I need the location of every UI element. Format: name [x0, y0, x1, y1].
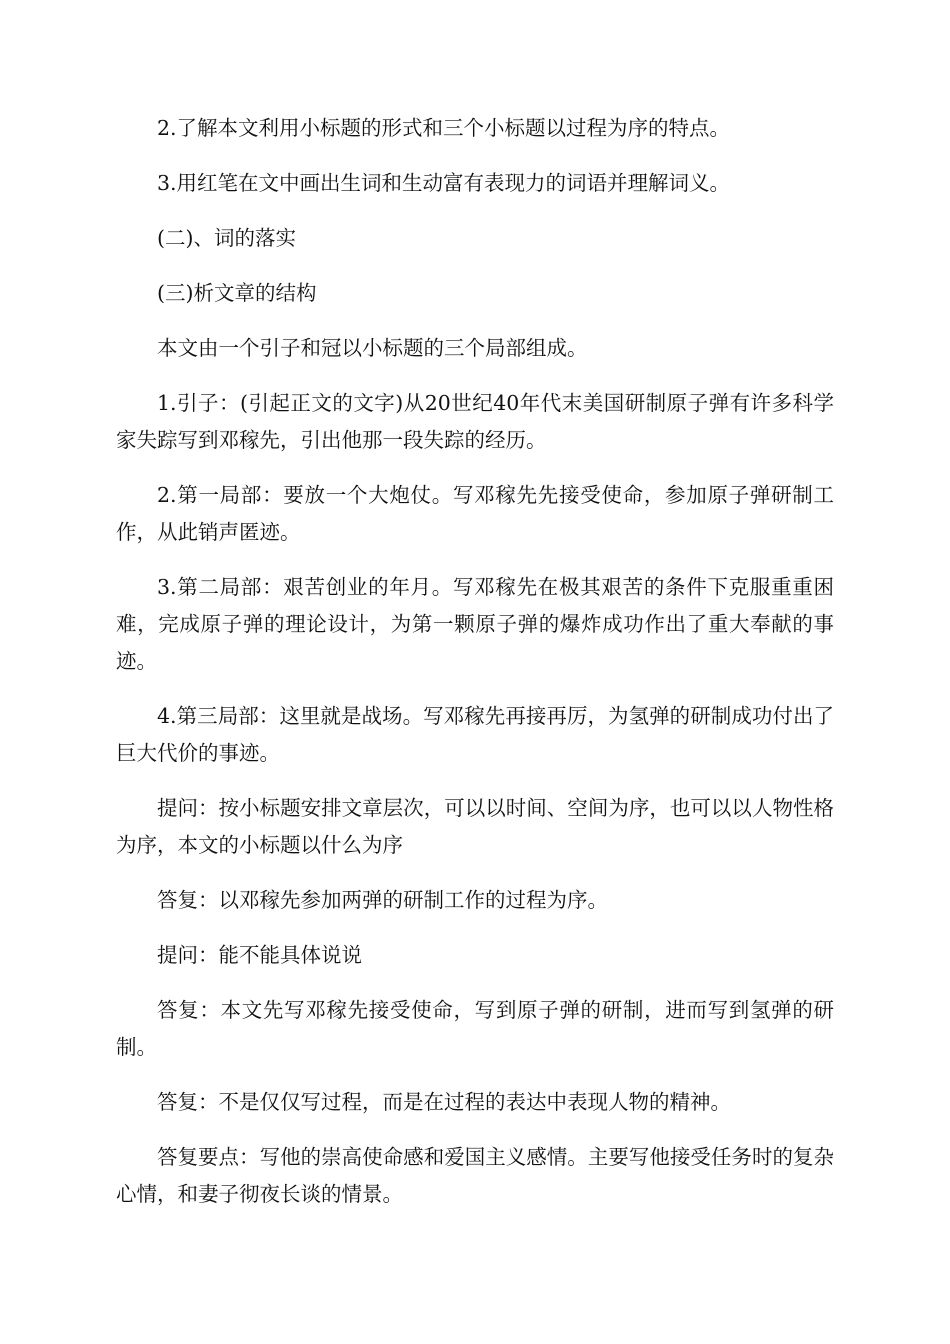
paragraph-answer-key-points: 答复要点：写他的崇高使命感和爱国主义感情。主要写他接受任务时的复杂心情，和妻子彻夜长谈的情景。	[116, 1145, 834, 1206]
paragraph-answer-1: 答复：以邓稼先参加两弹的研制工作的过程为序。	[157, 888, 608, 912]
paragraph-objective-2: 2.了解本文利用小标题的形式和三个小标题以过程为序的特点。	[157, 116, 731, 140]
paragraph-part-3: 4.第三局部：这里就是战场。写邓稼先再接再厉，为氢弹的研制成功付出了巨大代价的事迹。	[116, 704, 834, 765]
section-heading-words: (二)、词的落实	[157, 226, 296, 250]
paragraph-answer-3: 答复：不是仅仅写过程，而是在过程的表达中表现人物的精神。	[157, 1090, 731, 1114]
paragraph-answer-2: 答复：本文先写邓稼先接受使命，写到原子弹的研制，进而写到氢弹的研制。	[116, 998, 834, 1059]
paragraph-part-intro: 1.引子：(引起正文的文字)从20世纪40年代末美国研制原子弹有许多科学家失踪写到邓稼先，引出他那一段失踪的经历。	[116, 391, 834, 452]
section-heading-structure: (三)析文章的结构	[157, 281, 317, 305]
paragraph-question-1: 提问：按小标题安排文章层次，可以以时间、空间为序，也可以以人物性格为序，本文的小标题以什么为序	[116, 796, 834, 857]
paragraph-question-2: 提问：能不能具体说说	[157, 943, 362, 967]
paragraph-structure-intro: 本文由一个引子和冠以小标题的三个局部组成。	[157, 336, 588, 360]
paragraph-objective-3: 3.用红笔在文中画出生词和生动富有表现力的词语并理解词义。	[157, 171, 731, 195]
paragraph-part-1: 2.第一局部：要放一个大炮仗。写邓稼先先接受使命，参加原子弹研制工作，从此销声匿迹。	[116, 483, 834, 544]
paragraph-part-2: 3.第二局部：艰苦创业的年月。写邓稼先在极其艰苦的条件下克服重重困难，完成原子弹的理论设计，为第一颗原子弹的爆炸成功作出了重大奉献的事迹。	[116, 575, 834, 673]
document-body	[116, 110, 834, 1231]
